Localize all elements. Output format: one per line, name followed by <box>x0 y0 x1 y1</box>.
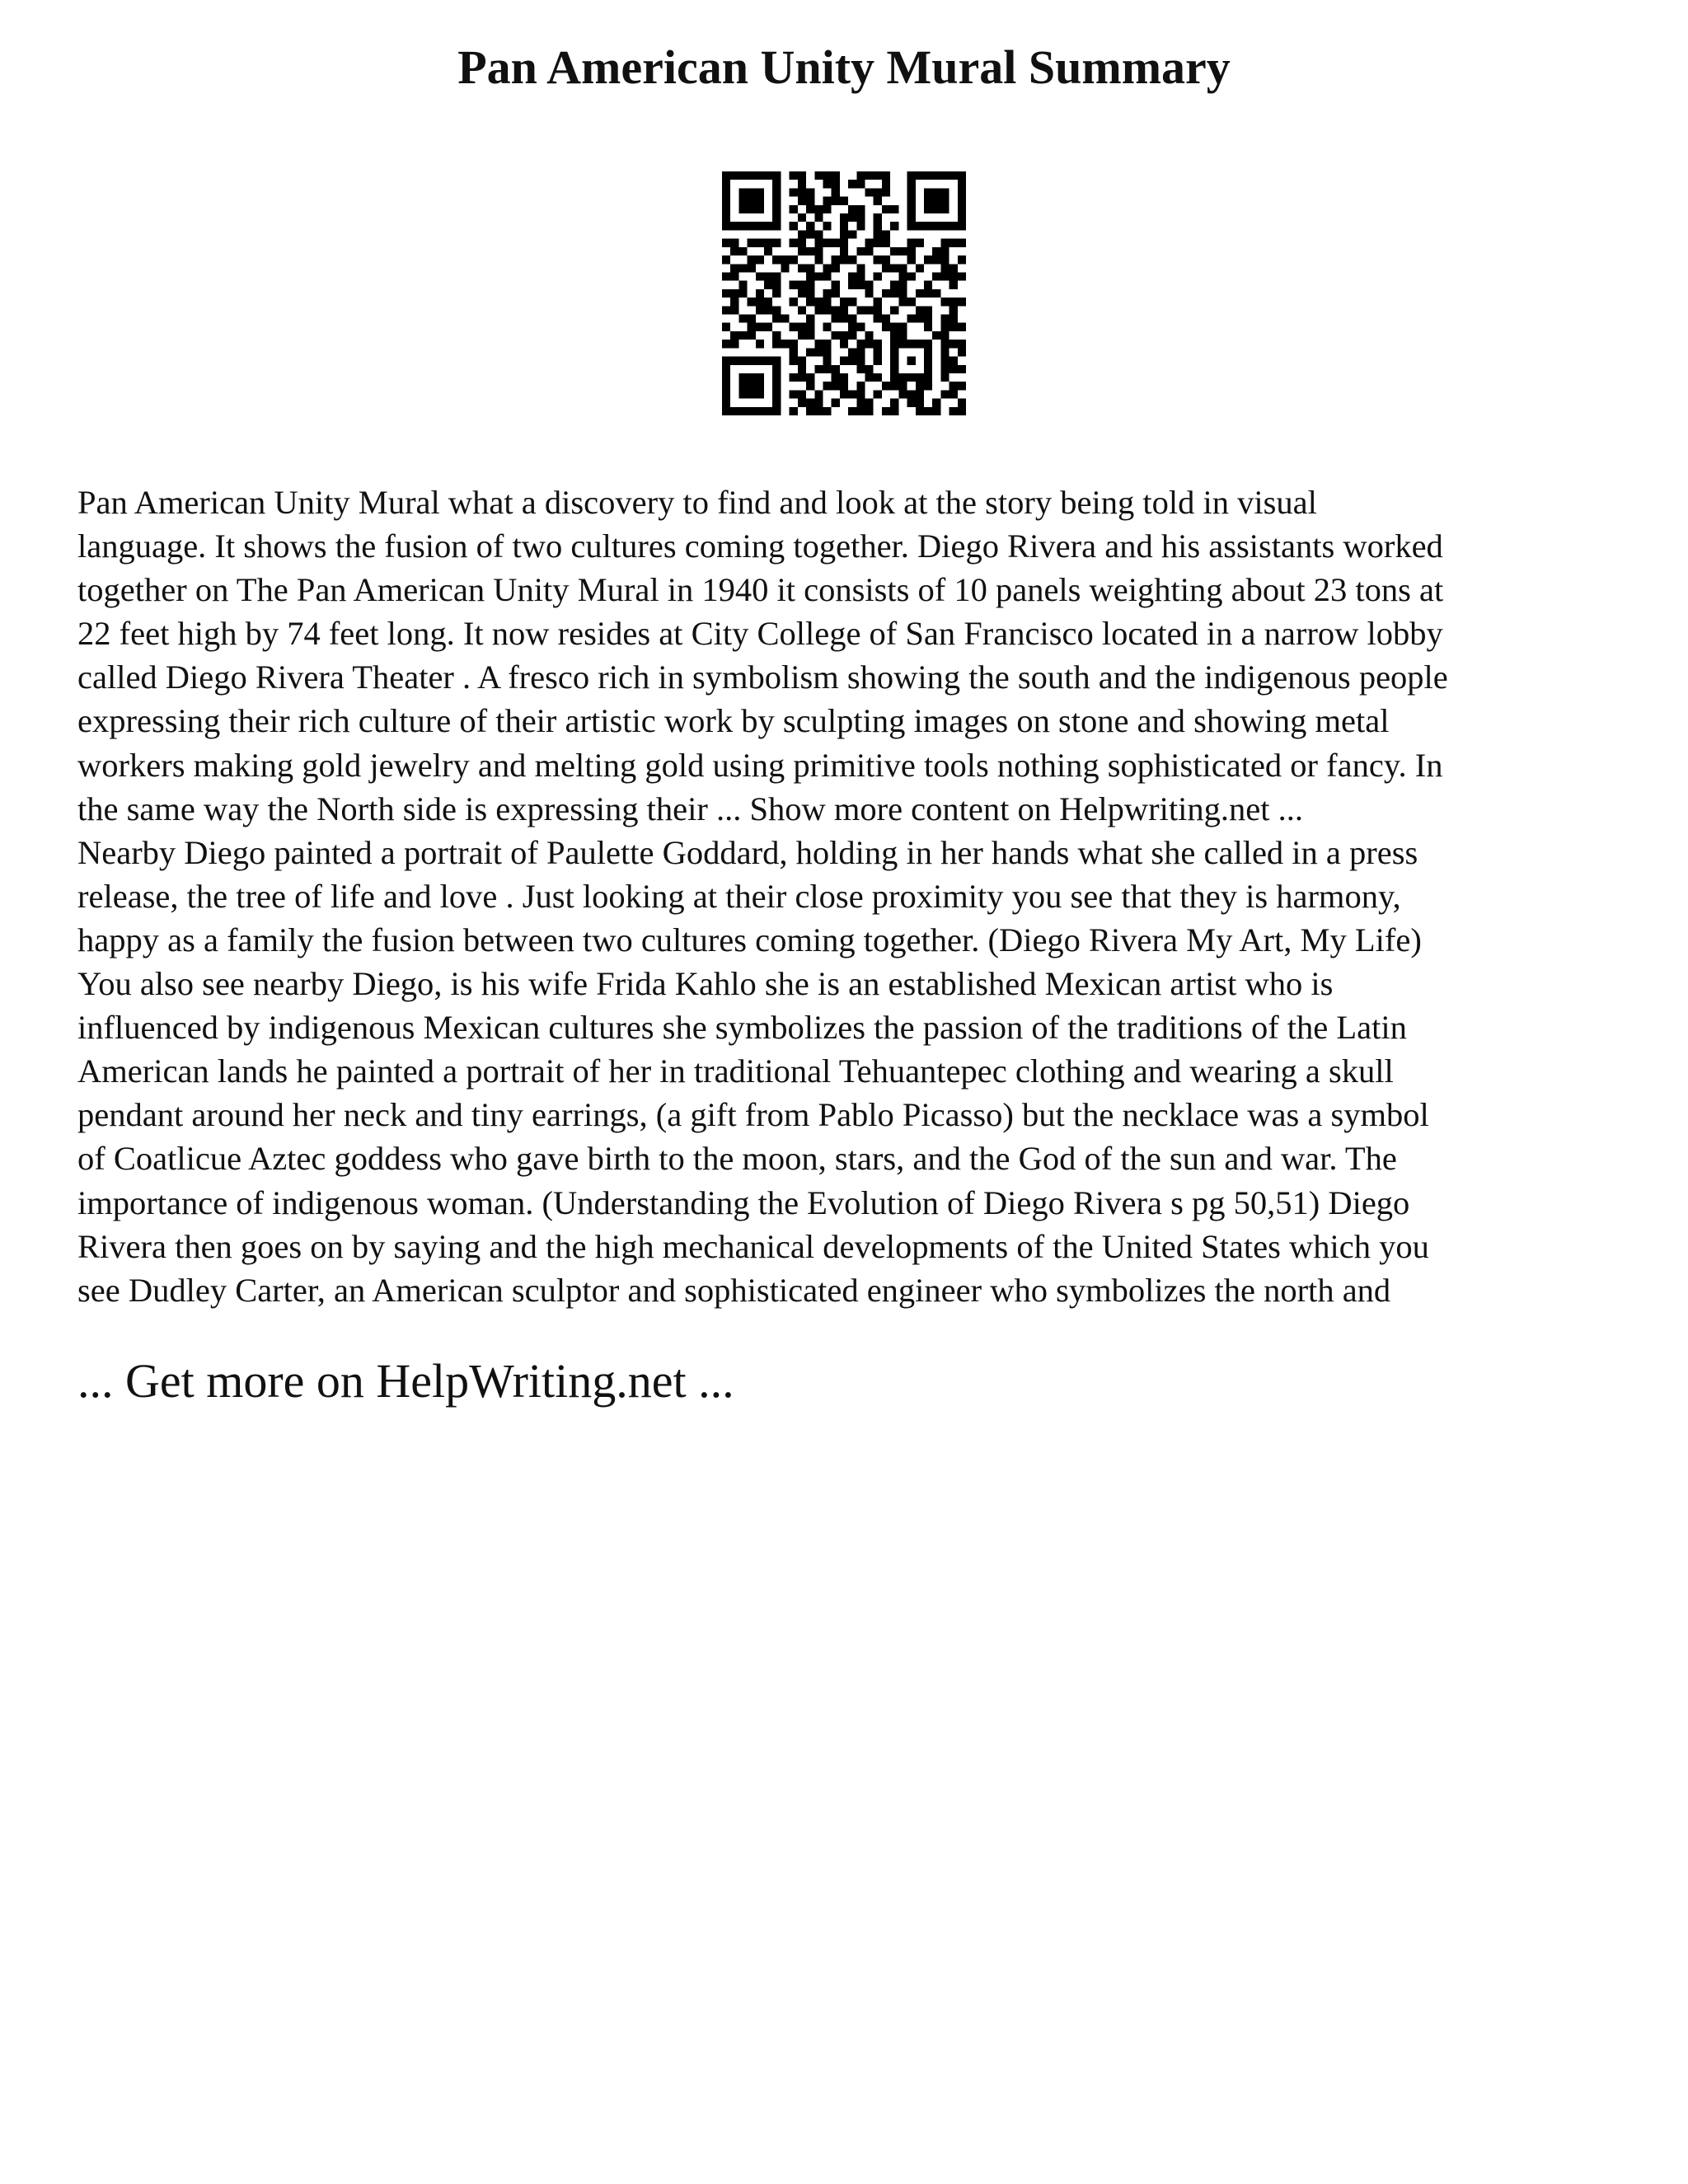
body-line: see Dudley Carter, an American sculptor and sophisticated engineer who symbolizes the north and <box>77 1271 1391 1309</box>
body-line: together on The Pan American Unity Mural in 1940 it consists of 10 panels weighting about 23 tons at <box>77 571 1444 609</box>
body-line: influenced by indigenous Mexican cultures she symbolizes the passion of the traditions of the Latin <box>77 1009 1407 1047</box>
body-line: You also see nearby Diego, is his wife Frida Kahlo she is an established Mexican artist who is <box>77 965 1334 1003</box>
body-line: happy as a family the fusion between two cultures coming together. (Diego Rivera My Art, My Life) <box>77 921 1422 958</box>
body-line: 22 feet high by 74 feet long. It now resides at City College of San Francisco located in a narrow lobby <box>77 615 1443 653</box>
body-line: importance of indigenous woman. (Understanding the Evolution of Diego Rivera s pg 50,51) Diego <box>77 1183 1410 1221</box>
summary-body <box>77 480 1643 1312</box>
body-line: called Diego Rivera Theater . A fresco rich in symbolism showing the south and the indigenous people <box>77 658 1448 696</box>
qr-code <box>722 171 966 415</box>
body-line: American lands he painted a portrait of her in traditional Tehuantepec clothing and wearing a skull <box>77 1052 1394 1090</box>
body-line: of Coatlicue Aztec goddess who gave birth to the moon, stars, and the God of the sun and war. The <box>77 1140 1397 1178</box>
body-line: Pan American Unity Mural what a discovery to find and look at the story being told in visual <box>77 484 1317 521</box>
body-line: language. It shows the fusion of two cultures coming together. Diego Rivera and his assistants worked <box>77 527 1443 565</box>
get-more-link[interactable]: ... Get more on HelpWriting.net ... <box>77 1354 734 1408</box>
qr-code-image <box>722 171 966 415</box>
page-title: Pan American Unity Mural Summary <box>457 40 1231 94</box>
body-line: Nearby Diego painted a portrait of Paulette Goddard, holding in her hands what she called in a press <box>77 833 1418 871</box>
body-line: release, the tree of life and love . Just looking at their close proximity you see that they is harmony, <box>77 877 1401 915</box>
body-line: expressing their rich culture of their artistic work by sculpting images on stone and showing metal <box>77 702 1390 740</box>
body-line: the same way the North side is expressing their ... Show more content on Helpwriting.net ... <box>77 790 1303 827</box>
body-line: Rivera then goes on by saying and the high mechanical developments of the United States which you <box>77 1227 1429 1265</box>
body-line: pendant around her neck and tiny earrings, (a gift from Pablo Picasso) but the necklace was a symbol <box>77 1096 1429 1134</box>
body-line: workers making gold jewelry and melting gold using primitive tools nothing sophisticated or fancy. In <box>77 746 1443 784</box>
